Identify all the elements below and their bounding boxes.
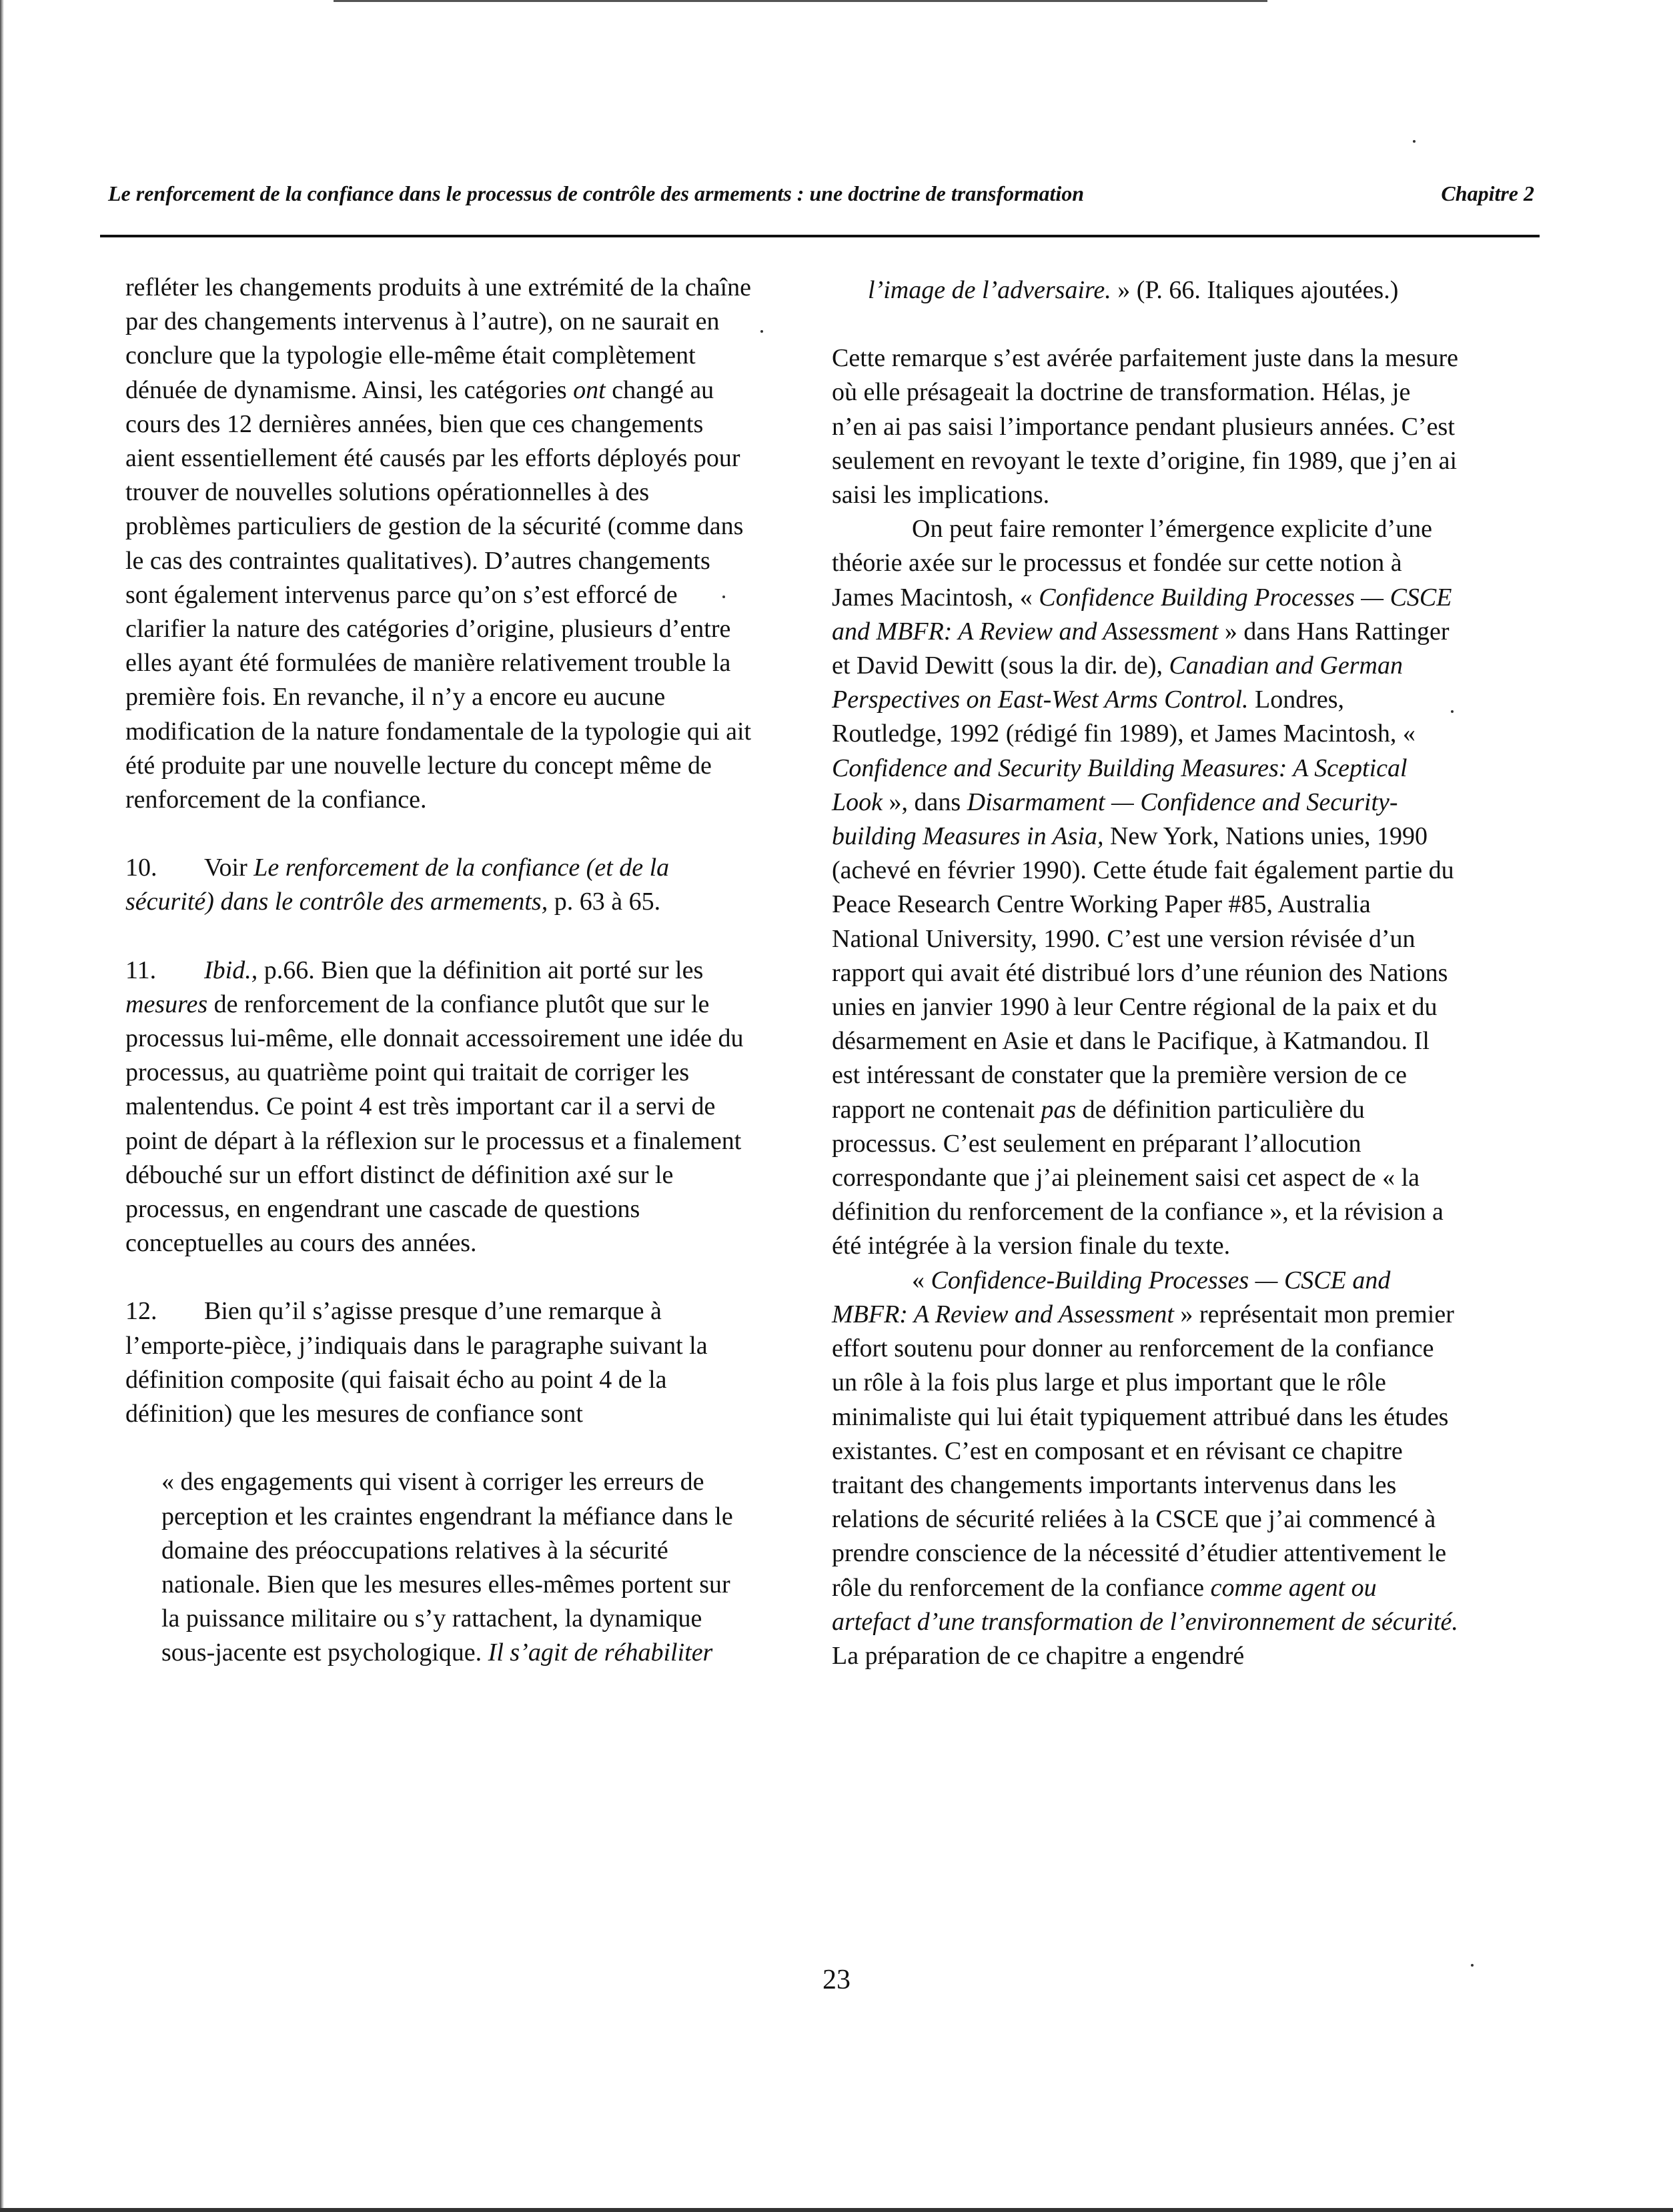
note-number: 10. — [125, 854, 157, 882]
scan-speck — [1413, 140, 1416, 143]
text-run: de définition particulière du processus. C’est seulement en préparant l’allocution correspondante que j’ai pleinement saisi cet aspect de « la définition du renforcement de la confiance », et la révision a été intégrée à la version finale du texte. — [832, 1095, 1444, 1260]
paragraph — [832, 512, 1459, 1263]
text-run: de renforcement de la confiance plutôt que sur le processus lui-même, elle donnait accessoirement une idée du processus, au quatrième point qui traitait de corriger les malentendus. Ce point 4 est très important car il a servi de point de départ à la réflexion sur le processus et a finalement débouché sur un effort distinct de définition axé sur le processus, en engendrant une cascade de questions conceptuelles au cours des années. — [125, 990, 744, 1258]
emphasis: Ibid., — [204, 956, 258, 984]
text-run: « — [912, 1266, 931, 1294]
right-column — [832, 273, 1459, 1673]
text-run: Cette remarque s’est avérée parfaitement juste dans la mesure où elle présageait la doctrine de transformation. Hélas, je n’en ai pas saisi l’importance pendant plusieurs années. C’est seulement en revoyant le texte d’origine, fin 1989, que j’en ai saisi les implications. — [832, 344, 1459, 509]
paragraph — [832, 1264, 1459, 1673]
text-run: Voir — [204, 854, 254, 882]
note-number: 12. — [125, 1297, 157, 1326]
scan-speck — [760, 330, 763, 333]
chapter-label: Chapitre 2 — [1441, 181, 1534, 205]
paragraph-continuation — [125, 271, 752, 817]
scan-edge-left — [0, 0, 4, 2212]
emphasis: l’image de l’adversaire. — [868, 276, 1111, 304]
text-run: On peut faire remonter l’émergence explicite d’une théorie axée sur le processus et fondée sur cette notion à James Macintosh, « — [832, 515, 1433, 612]
block-quote-continued — [832, 273, 1459, 307]
page-number: 23 — [822, 1965, 851, 1995]
text-run: », dans — [883, 788, 967, 816]
emphasis: Disarmament — Confidence and Security-building Measures in Asia, — [832, 788, 1398, 851]
running-title: Le renforcement de la confiance dans le processus de contrôle des armements : une doctrine de transformation — [108, 181, 1085, 205]
emphasis: comme agent ou artefact d’une transformation de l’environnement de sécurité. — [832, 1573, 1458, 1636]
emphasis: Confidence and Security Building Measures: A Sceptical Look — [832, 754, 1408, 816]
text-run: p. 63 à 65. — [548, 888, 661, 916]
header-rule — [100, 235, 1540, 237]
emphasis: Canadian and German Perspectives on East-West Arms Control. — [832, 652, 1403, 714]
text-run: New York, Nations unies, 1990 (achevé en février 1990). Cette étude fait également partie du Peace Research Centre Working Paper #85, Australia National University, 1990. C’est une version révisée d’un rapport qui avait été distribué lors d’une réunion des Nations unies en janvier 1990 à leur Centre régional de la paix et du désarmement en Asie et dans le Pacifique, à Katmandou. Il est intéressant de constater que la première version de ce rapport ne contenait — [832, 822, 1454, 1124]
text-run: » représentait mon premier effort soutenu pour donner au renforcement de la confiance un rôle à la fois plus large et plus important que le rôle minimaliste qui lui était typiquement attribué dans les études existantes. C’est en composant et en révisant ce chapitre traitant des changements importants intervenus dans les relations de sécurité reliées à la CSCE que j’ai commencé à prendre conscience de la nécessité d’étudier attentivement le rôle du renforcement de la confiance — [832, 1300, 1454, 1602]
text-run: p.66. Bien que la définition ait porté sur les — [257, 956, 704, 984]
text-run: Londres, Routledge, 1992 (rédigé fin 1989), et James Macintosh, « — [832, 686, 1416, 748]
note-number: 11. — [125, 956, 157, 984]
note-11 — [125, 954, 752, 1261]
note-12 — [125, 1294, 752, 1431]
emphasis: Confidence-Building Processes — CSCE and MBFR: A Review and Assessment — [832, 1266, 1391, 1328]
note-10 — [125, 851, 752, 919]
text-run: » (P. 66. Italiques ajoutées.) — [1111, 276, 1399, 304]
running-header — [100, 179, 1540, 219]
text-run: changé au cours des 12 dernières années, bien que ces changements aient essentiellement été causés par les efforts déployés pour trouver de nouvelles solutions opérationnelles à des problèmes particuliers de gestion de la sécurité (comme dans le cas des contraintes qualitatives). D’autres changements sont également intervenus parce qu’on s’est efforcé de clarifier la nature des catégories d’origine, plusieurs d’entre elles ayant été formulées de manière relativement trouble la première fois. En revanche, il n’y a encore eu aucune modification de la nature fondamentale de la typologie qui ait été produite par une nouvelle lecture du concept même de renforcement de la confiance. — [125, 375, 752, 814]
emphasis: Il s’agit de réhabiliter — [488, 1638, 713, 1667]
emphasis: mesures — [125, 990, 208, 1018]
emphasis: Confidence Building Processes — CSCE and MBFR: A Review and Assessment — [832, 583, 1452, 646]
emphasis: pas — [1041, 1095, 1077, 1124]
emphasis: Le renforcement de la confiance (et de la sécurité) dans le contrôle des armements, — [125, 854, 670, 916]
paragraph — [832, 341, 1459, 512]
text-run: La préparation de ce chapitre a engendré — [832, 1641, 1245, 1670]
block-quote — [125, 1465, 752, 1670]
text-run: Bien qu’il s’agisse presque d’une remarque à l’emporte-pièce, j’indiquais dans le paragraphe suivant la définition composite (qui faisait écho au point 4 de la définition) que les mesures de confiance sont — [125, 1297, 708, 1428]
scan-edge-top — [334, 0, 1267, 2]
text-run: » dans Hans Rattinger et David Dewitt (sous la dir. de), — [832, 617, 1450, 680]
text-run: refléter les changements produits à une extrémité de la chaîne par des changements intervenus à l’autre), on ne saurait en conclure que la typologie elle-même était complètement dénuée de dynamisme. Ainsi, les catégories — [125, 273, 751, 404]
scan-edge-bottom — [0, 2208, 1673, 2212]
text-run: « des engagements qui visent à corriger les erreurs de perception et les craintes engendrant la méfiance dans le domaine des préoccupations relatives à la sécurité nationale. Bien que les mesures elles-mêmes portent sur la puissance militaire ou s’y rattachent, la dynamique sous-jacente est psychologique. — [161, 1468, 733, 1667]
left-column — [125, 271, 752, 1671]
emphasis: ont — [573, 375, 606, 404]
